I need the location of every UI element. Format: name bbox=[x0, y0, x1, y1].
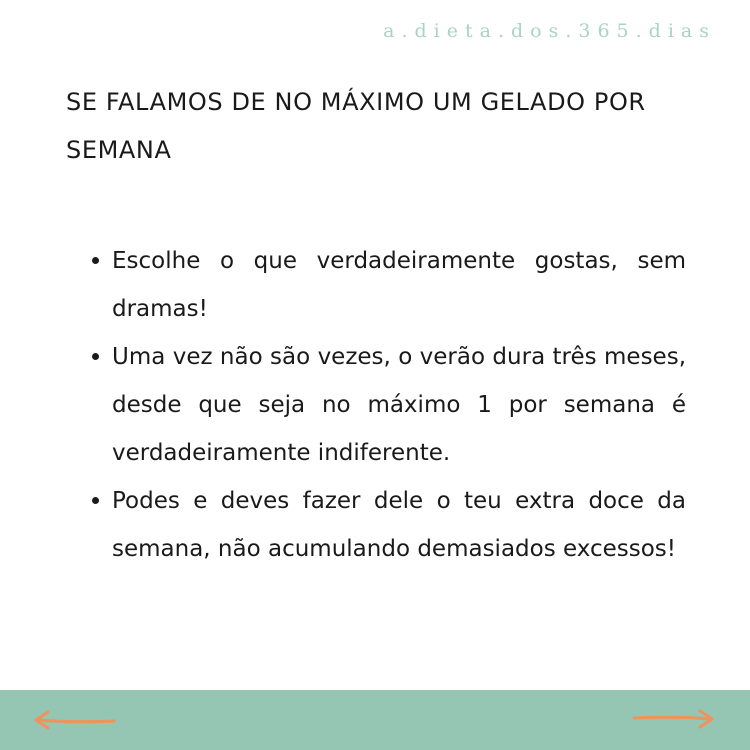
tip-item bbox=[92, 333, 686, 477]
tip-text: Podes e deves fazer dele o teu extra doce da semana, não acumulando demasiados excessos! bbox=[112, 488, 686, 562]
page-title: SE FALAMOS DE NO MÁXIMO UM GELADO POR SEMANA bbox=[66, 88, 646, 164]
tip-item bbox=[92, 477, 686, 573]
tip-item bbox=[92, 237, 686, 333]
tips-list bbox=[92, 237, 686, 573]
footer-bar bbox=[0, 690, 750, 750]
bullet-icon bbox=[92, 353, 99, 360]
bullet-icon bbox=[92, 257, 99, 264]
previous-slide-button[interactable] bbox=[30, 707, 118, 733]
brand-watermark: a.dieta.dos.365.dias bbox=[383, 20, 716, 42]
arrow-right-icon bbox=[630, 707, 718, 733]
tip-text: Uma vez não são vezes, o verão dura três meses, desde que seja no máximo 1 por semana é verdadeiramente indiferente. bbox=[112, 344, 686, 466]
next-slide-button[interactable] bbox=[630, 707, 718, 733]
arrow-left-icon bbox=[30, 707, 118, 733]
tip-text: Escolhe o que verdadeiramente gostas, sem dramas! bbox=[112, 248, 686, 322]
bullet-icon bbox=[92, 497, 99, 504]
